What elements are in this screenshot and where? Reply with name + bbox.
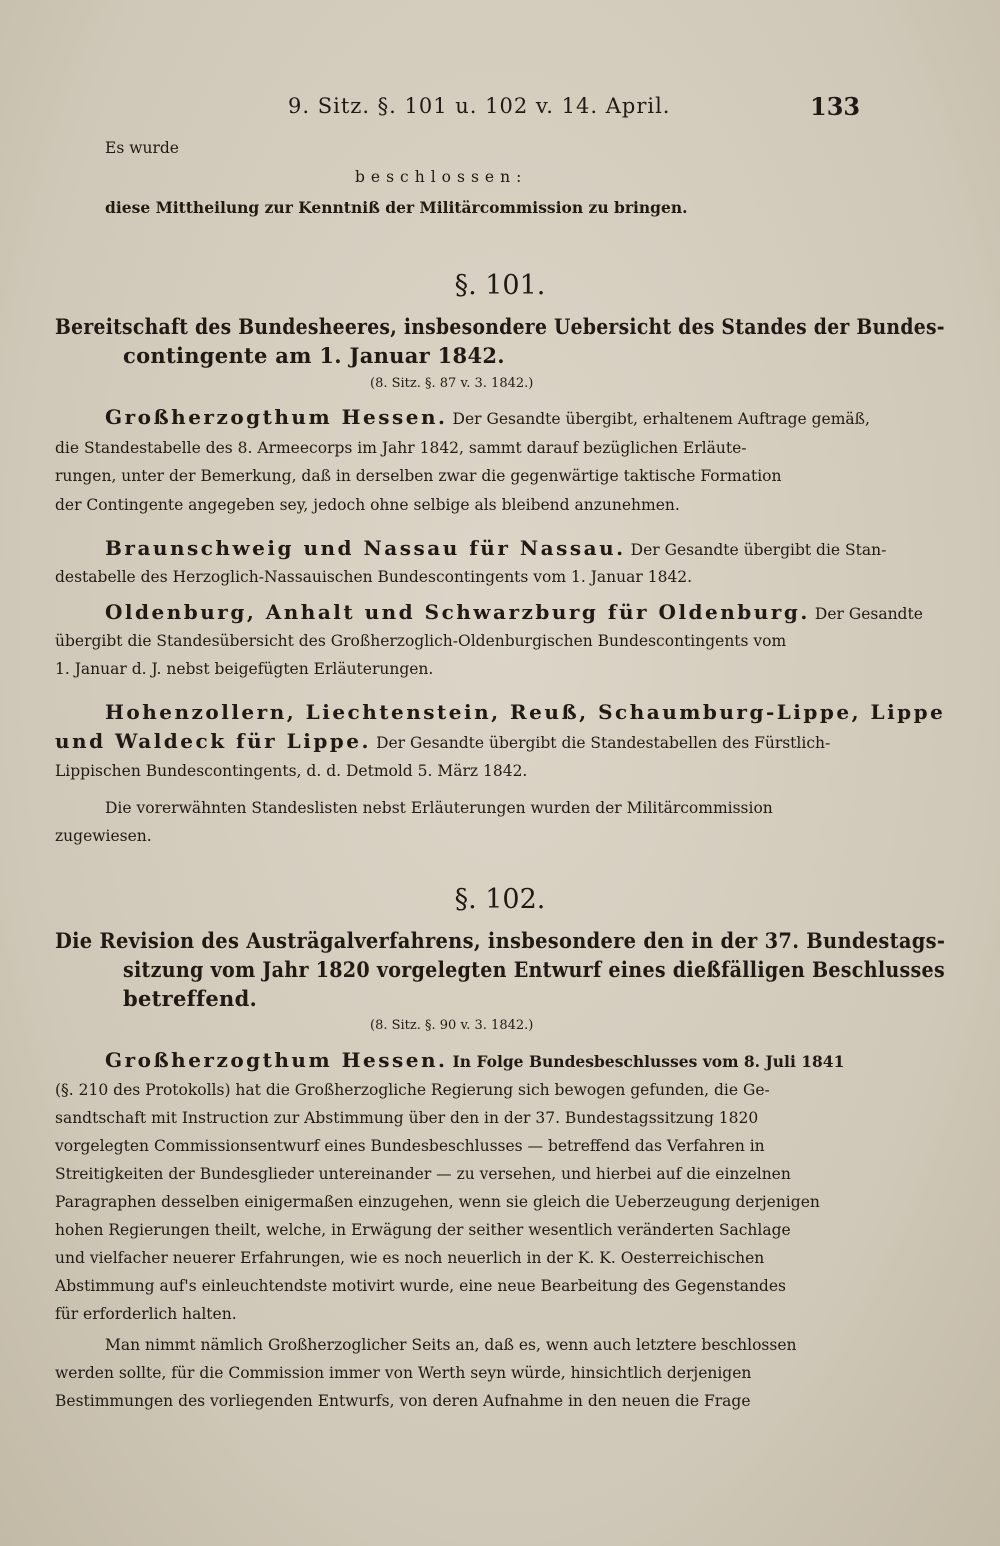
resolution-word: beschlossen: xyxy=(355,168,528,186)
paragraph-line: übergibt die Standesübersicht des Großherzoglich-Oldenburgischen Bundescontingents vom xyxy=(55,632,787,650)
paragraph-nassau xyxy=(105,536,886,560)
paragraph-line: und vielfacher neuerer Erfahrungen, wie es noch neuerlich in der K. K. Oesterreichischen xyxy=(55,1249,765,1267)
section-102-reference: (8. Sitz. §. 90 v. 3. 1842.) xyxy=(370,1018,534,1033)
paragraph-line: der Contingente angegeben sey, jedoch ohne selbige als bleibend anzunehmen. xyxy=(55,496,680,514)
intro-line: Es wurde xyxy=(105,139,179,157)
paragraph-line: Abstimmung auf's einleuchtendste motivirt wurde, eine neue Bearbeitung des Gegenstandes xyxy=(55,1277,786,1295)
paragraph-text: Der Gesandte übergibt die Stan- xyxy=(630,541,887,559)
state-name: Braunschweig und Nassau für Nassau. xyxy=(105,536,626,560)
paragraph-hessen-101 xyxy=(105,405,870,429)
paragraph-line: 1. Januar d. J. nebst beigefügten Erläuterungen. xyxy=(55,660,434,678)
paragraph-line: vorgelegten Commissionsentwurf eines Bundesbeschlusses — betreffend das Verfahren in xyxy=(55,1137,765,1155)
paragraph-line: hohen Regierungen theilt, welche, in Erwägung der seither wesentlich veränderten Sachlage xyxy=(55,1221,791,1239)
section-102-title-cont: sitzung vom Jahr 1820 vorgelegten Entwurf eines dießfälligen Beschlusses xyxy=(123,957,946,982)
running-head: 9. Sitz. §. 101 u. 102 v. 14. April. xyxy=(288,94,671,118)
paragraph-line: für erforderlich halten. xyxy=(55,1305,237,1323)
paragraph-line: (§. 210 des Protokolls) hat die Großherzogliche Regierung sich bewogen gefunden, die Ge- xyxy=(55,1081,770,1099)
paragraph-lippe xyxy=(55,729,830,753)
paragraph-line: destabelle des Herzoglich-Nassauischen Bundescontingents vom 1. Januar 1842. xyxy=(55,568,693,586)
section-102-title-cont: betreffend. xyxy=(123,986,258,1011)
paragraph-text: Der Gesandte xyxy=(814,605,923,623)
state-name: Oldenburg, Anhalt und Schwarzburg für Oldenburg. xyxy=(105,600,810,624)
state-name: und Waldeck für Lippe. xyxy=(55,729,371,753)
paragraph-line: sandtschaft mit Instruction zur Abstimmung über den in der 37. Bundestagssitzung 1820 xyxy=(55,1109,759,1127)
section-102-title: Die Revision des Austrägalverfahrens, insbesondere den in der 37. Bundestags- xyxy=(55,928,946,953)
section-102-heading: §. 102. xyxy=(454,884,546,915)
paragraph-line: Die vorerwähnten Standeslisten nebst Erläuterungen wurden der Militärcommission xyxy=(105,799,773,817)
paragraph-text: In Folge Bundesbeschlusses vom 8. Juli 1841 xyxy=(452,1052,845,1071)
paragraph-line: zugewiesen. xyxy=(55,827,152,845)
paragraph-oldenburg xyxy=(105,600,923,624)
state-names: Hohenzollern, Liechtenstein, Reuß, Schaumburg-Lippe, Lippe xyxy=(105,700,946,724)
paragraph-line: Streitigkeiten der Bundesglieder untereinander — zu versehen, und hierbei auf die einzelnen xyxy=(55,1165,791,1183)
state-name: Großherzogthum Hessen. xyxy=(105,1048,448,1072)
section-101-title-cont: contingente am 1. Januar 1842. xyxy=(123,343,505,368)
page-number: 133 xyxy=(810,92,861,121)
paragraph-line: Paragraphen desselben einigermaßen einzugehen, wenn sie gleich die Ueberzeugung derjenigen xyxy=(55,1193,820,1211)
resolution-text: diese Mittheilung zur Kenntniß der Militärcommission zu bringen. xyxy=(105,198,688,217)
section-101-reference: (8. Sitz. §. 87 v. 3. 1842.) xyxy=(370,376,534,391)
state-name: Großherzogthum Hessen. xyxy=(105,405,448,429)
paragraph-line: die Standestabelle des 8. Armeecorps im Jahr 1842, sammt darauf bezüglichen Erläute- xyxy=(55,439,747,457)
paragraph-line: Man nimmt nämlich Großherzoglicher Seits an, daß es, wenn auch letztere beschlossen xyxy=(105,1336,797,1354)
paragraph-line: werden sollte, für die Commission immer von Werth seyn würde, hinsichtlich derjenigen xyxy=(55,1364,752,1382)
paragraph-line: Bestimmungen des vorliegenden Entwurfs, von deren Aufnahme in den neuen die Frage xyxy=(55,1392,751,1410)
section-101-heading: §. 101. xyxy=(454,270,546,301)
paragraph-text: Der Gesandte übergibt die Standestabellen des Fürstlich- xyxy=(376,734,831,752)
section-101-title: Bereitschaft des Bundesheeres, insbesondere Uebersicht des Standes der Bundes- xyxy=(55,314,945,339)
paragraph-hessen-102 xyxy=(105,1048,844,1072)
paragraph-line: rungen, unter der Bemerkung, daß in derselben zwar die gegenwärtige taktische Formation xyxy=(55,467,782,485)
paragraph-text: Der Gesandte übergibt, erhaltenem Auftrage gemäß, xyxy=(452,410,870,428)
paragraph-line: Lippischen Bundescontingents, d. d. Detmold 5. März 1842. xyxy=(55,762,528,780)
